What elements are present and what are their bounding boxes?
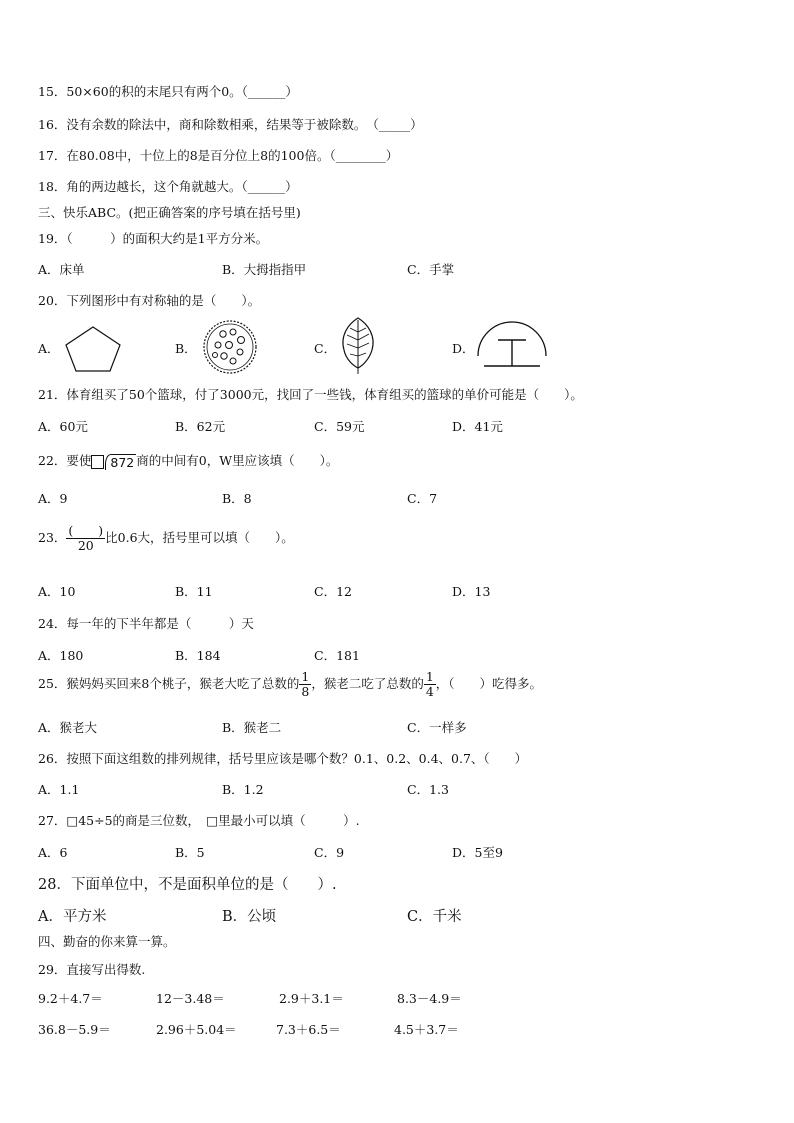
long-division-symbol — [91, 454, 136, 470]
question-18: 18．角的两边越长，这个角就越大。（______） — [38, 179, 298, 194]
question-23 — [38, 524, 294, 553]
q20-label-d: D． — [452, 341, 475, 356]
question-27: 27．□45÷5的商是三位数， □里最小可以填（ ）. — [38, 813, 360, 828]
q25-option-a: A．猴老大 — [38, 720, 98, 735]
q23-prefix: 23． — [38, 529, 67, 545]
section-3-heading: 三、快乐ABC。(把正确答案的序号填在括号里) — [38, 205, 301, 220]
q24-option-b: B．184 — [175, 648, 221, 663]
calc-item: 7.3＋6.5＝ — [276, 1022, 341, 1037]
q24-option-c: C．181 — [314, 648, 360, 663]
q25-f2-numerator: 1 — [425, 669, 434, 684]
pentagon-icon — [62, 325, 124, 373]
calc-item: 2.9＋3.1＝ — [279, 991, 344, 1006]
q23-denominator: 20 — [77, 537, 94, 553]
q25-text-b: ，猴老二吃了总数的 — [311, 675, 424, 691]
q27-option-b: B．5 — [175, 845, 205, 860]
q21-option-d: D．41元 — [452, 419, 503, 434]
question-19: 19．（ ）的面积大约是1平方分米。 — [38, 231, 269, 246]
question-22 — [38, 451, 338, 470]
calc-item: 2.96＋5.04＝ — [156, 1022, 237, 1037]
calc-item: 12－3.48＝ — [156, 991, 225, 1006]
question-28: 28．下面单位中，不是面积单位的是（ ）. — [38, 877, 337, 893]
q22-prefix: 22．要使 — [38, 453, 92, 468]
q23-option-d: D．13 — [452, 584, 491, 599]
q22-option-b: B．8 — [222, 491, 252, 506]
question-16: 16．没有余数的除法中，商和除数相乘，结果等于被除数。 （_____） — [38, 117, 423, 132]
calc-item: 36.8－5.9＝ — [38, 1022, 111, 1037]
calc-item: 4.5＋3.7＝ — [394, 1022, 459, 1037]
question-26: 26．按照下面这组数的排列规律，括号里应该是哪个数？0.1、0.2、0.4、0.7、（ ） — [38, 751, 528, 766]
q26-option-a: A．1.1 — [38, 782, 80, 797]
q23-option-b: B．11 — [175, 584, 213, 599]
q22-dividend: 872 — [105, 454, 136, 470]
q23-fraction — [66, 524, 105, 553]
q20-label-b: B． — [175, 341, 197, 356]
arc-with-symbol-icon — [474, 316, 550, 372]
q21-option-c: C．59元 — [314, 419, 365, 434]
q27-option-c: C．9 — [314, 845, 345, 860]
leaf-icon — [338, 316, 378, 376]
question-29: 29．直接写出得数. — [38, 962, 146, 977]
q25-text-c: ，（ ）吃得多。 — [435, 675, 543, 691]
q21-option-b: B．62元 — [175, 419, 226, 434]
question-25 — [38, 670, 542, 699]
q25-option-b: B．猴老二 — [222, 720, 282, 735]
calc-item: 8.3－4.9＝ — [397, 991, 462, 1006]
q25-f2-denominator: 4 — [425, 683, 434, 699]
q26-option-c: C．1.3 — [407, 782, 449, 797]
q19-option-b: B．大拇指指甲 — [222, 262, 307, 277]
question-15: 15．50×60的积的末尾只有两个0。（______） — [38, 84, 298, 99]
q23-suffix: 比0.6大，括号里可以填（ ）。 — [105, 529, 294, 545]
q26-option-b: B．1.2 — [222, 782, 264, 797]
q23-option-c: C．12 — [314, 584, 352, 599]
blank-box — [91, 455, 104, 469]
question-21: 21．体育组买了50个篮球，付了3000元，找回了一些钱，体育组买的篮球的单价可能是（ ）。 — [38, 387, 583, 402]
q25-fraction-2 — [424, 670, 436, 699]
q27-option-d: D．5至9 — [452, 845, 503, 860]
q22-option-c: C．7 — [407, 491, 438, 506]
q20-label-a: A． — [38, 341, 60, 356]
q19-option-a: A．床单 — [38, 262, 85, 277]
q20-label-c: C． — [314, 341, 337, 356]
q21-option-a: A．60元 — [38, 419, 88, 434]
q22-option-a: A．9 — [38, 491, 68, 506]
q25-f1-numerator: 1 — [301, 669, 310, 684]
question-24: 24．每一年的下半年都是（ ）天 — [38, 616, 254, 631]
q25-fraction-1 — [299, 670, 311, 699]
section-4-heading: 四、勤奋的你来算一算。 — [38, 934, 176, 949]
q23-option-a: A．10 — [38, 584, 76, 599]
circle-with-dots-icon — [201, 318, 259, 376]
question-17: 17．在80.08中，十位上的8是百分位上8的100倍。（________） — [38, 148, 399, 163]
q25-option-c: C．一样多 — [407, 720, 467, 735]
q24-option-a: A．180 — [38, 648, 84, 663]
q25-text-a: 25．猴妈妈买回来8个桃子，猴老大吃了总数的 — [38, 675, 300, 691]
q27-option-a: A．6 — [38, 845, 68, 860]
question-20: 20．下列图形中有对称轴的是（ ）。 — [38, 293, 261, 308]
q28-option-c: C．千米 — [407, 909, 462, 925]
calc-item: 9.2＋4.7＝ — [38, 991, 103, 1006]
q25-f1-denominator: 8 — [301, 683, 310, 699]
q28-option-b: B．公顷 — [222, 909, 277, 925]
q22-suffix: 商的中间有0，W里应该填（ ）。 — [136, 453, 339, 468]
q19-option-c: C．手掌 — [407, 262, 455, 277]
q23-numerator: ( ) — [68, 523, 104, 538]
q28-option-a: A．平方米 — [38, 909, 107, 925]
